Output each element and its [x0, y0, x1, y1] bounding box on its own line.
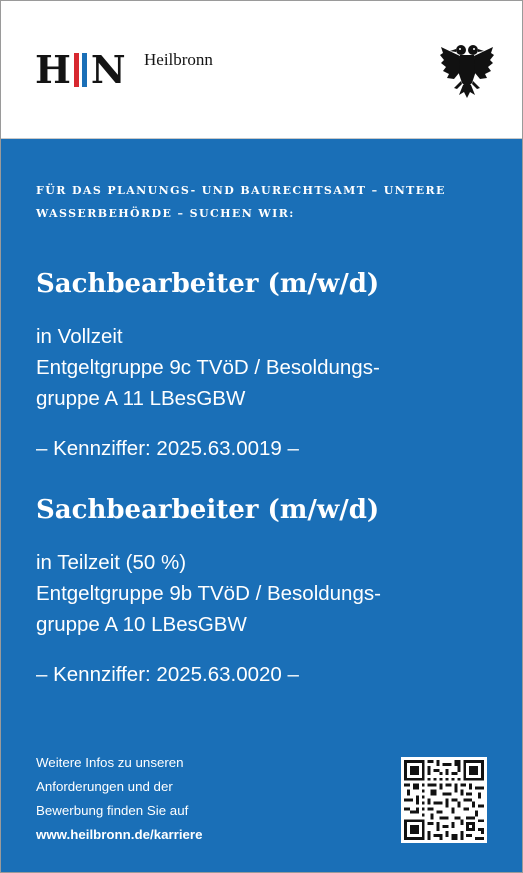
city-logo — [35, 47, 126, 92]
job-details-2 — [36, 547, 486, 640]
logo-bar-red — [74, 53, 79, 87]
logo-letter-h: H — [35, 47, 71, 92]
footer-line: Weitere Infos zu unseren — [36, 755, 184, 770]
job-detail-line: gruppe A 11 LBesGBW — [36, 387, 246, 410]
city-name: Heilbronn — [144, 50, 213, 69]
eagle-icon — [439, 41, 495, 99]
job-title-1: Sachbearbeiter (m/w/d) — [36, 269, 380, 299]
qr-code-icon[interactable] — [401, 757, 487, 843]
main-content — [36, 179, 486, 690]
job-detail-line: gruppe A 10 LBesGBW — [36, 613, 247, 636]
logo-bars — [74, 53, 87, 87]
career-link[interactable]: www.heilbronn.de/karriere — [36, 827, 203, 842]
logo-letter-n: N — [90, 47, 126, 92]
logo-bar-blue — [82, 53, 87, 87]
job-detail-line: in Teilzeit (50 %) — [36, 551, 187, 574]
job-details-1 — [36, 321, 486, 414]
footer-line: Bewerbung finden Sie auf — [36, 803, 189, 818]
footer-line: Anforderungen und der — [36, 779, 173, 794]
job-detail-line: Entgeltgruppe 9c TVöD / Besoldungs- — [36, 356, 380, 379]
intro-line-2: WASSERBEHÖRDE – SUCHEN WIR: — [36, 207, 295, 220]
job-detail-line: Entgeltgruppe 9b TVöD / Besoldungs- — [36, 582, 381, 605]
job-reference-2: – Kennziffer: 2025.63.0020 – — [36, 663, 299, 686]
footer-info — [36, 751, 203, 847]
job-detail-line: in Vollzeit — [36, 325, 123, 348]
job-reference-1: – Kennziffer: 2025.63.0019 – — [36, 437, 299, 460]
job-title-2: Sachbearbeiter (m/w/d) — [36, 495, 380, 525]
header — [1, 1, 522, 139]
intro-line-1: FÜR DAS PLANUNGS- UND BAURECHTSAMT – UNTERE — [36, 184, 446, 197]
